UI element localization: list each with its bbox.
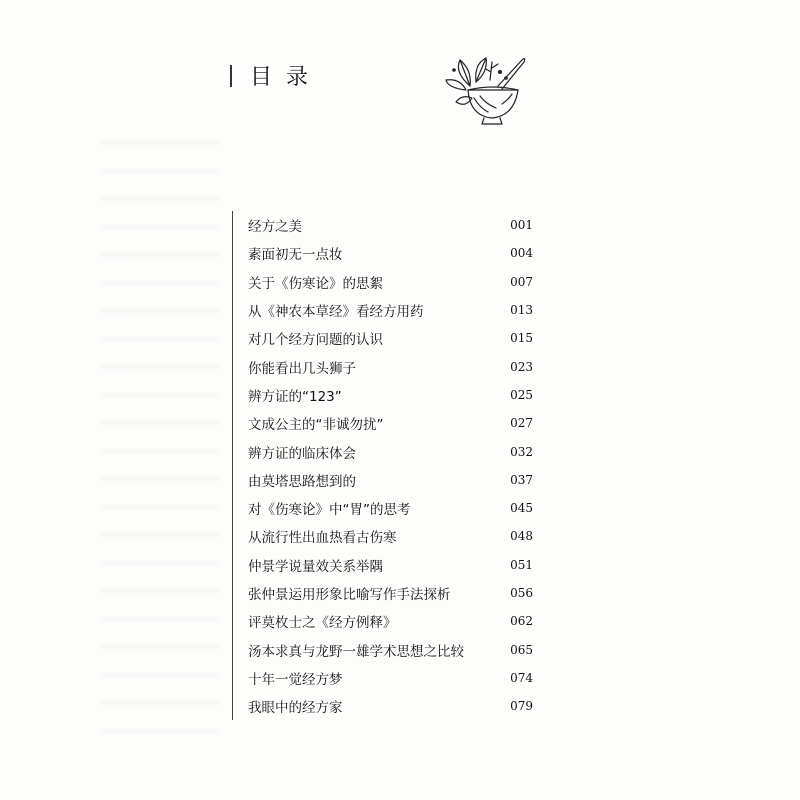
toc-entry-page-number: 027 — [510, 416, 533, 431]
page-title: 目录 — [250, 65, 323, 90]
toc-entry-title: 十年一觉经方梦 — [248, 671, 343, 688]
toc-entry[interactable] — [233, 551, 533, 579]
toc-entry-page-number: 025 — [510, 387, 533, 402]
toc-entry-title: 评莫枚士之《经方例释》 — [248, 615, 397, 632]
toc-entry-page-number: 004 — [510, 246, 533, 261]
toc-entry[interactable] — [233, 296, 533, 324]
toc-entry[interactable] — [233, 522, 533, 550]
toc-entry-page-number: 013 — [510, 303, 533, 318]
toc-entry[interactable] — [233, 635, 533, 663]
bleed-through-shading — [100, 120, 220, 740]
toc-entry-page-number: 048 — [510, 529, 533, 544]
toc-entry[interactable] — [233, 381, 533, 409]
toc-entry-title: 从流行性出血热看古伤寒 — [248, 530, 397, 547]
toc-entry-title: 张仲景运用形象比喻写作手法探析 — [248, 587, 451, 603]
toc-entry-title: 素面初无一点妆 — [248, 247, 343, 264]
toc-entry-title: 对几个经方问题的认识 — [248, 332, 383, 349]
toc-entry-page-number: 037 — [510, 472, 533, 487]
toc-entry[interactable] — [233, 692, 533, 720]
toc-entry-title: 辨方证的“123” — [248, 388, 342, 405]
toc-entry-title: 经方之美 — [248, 219, 302, 236]
title-rule — [230, 65, 232, 87]
toc-entry[interactable] — [233, 494, 533, 522]
toc-entry-page-number: 032 — [510, 444, 533, 459]
toc-entry-page-number: 056 — [510, 586, 533, 600]
toc-entry[interactable] — [233, 579, 533, 607]
toc-entry-title: 文成公主的“非诚勿扰” — [248, 417, 384, 434]
toc-entry[interactable] — [233, 437, 533, 465]
toc-entry[interactable] — [233, 409, 533, 437]
toc-entry[interactable] — [233, 607, 533, 635]
toc-entry-title: 辨方证的临床体会 — [248, 445, 356, 462]
toc-entry-page-number: 051 — [510, 557, 533, 572]
toc-entry-page-number: 079 — [510, 699, 533, 714]
toc-entry-title: 对《伤寒论》中“胃”的思考 — [248, 502, 411, 519]
mortar-and-herbs-icon — [440, 42, 530, 127]
toc-entry[interactable] — [233, 268, 533, 296]
toc-entry[interactable] — [233, 664, 533, 692]
toc-entry-title: 我眼中的经方家 — [248, 700, 343, 717]
toc-entry-page-number: 062 — [510, 614, 533, 629]
toc-entry-page-number: 074 — [510, 670, 533, 685]
toc-entry-page-number: 023 — [510, 359, 533, 374]
toc-entry-page-number: 001 — [510, 218, 533, 233]
toc-entry[interactable] — [233, 324, 533, 352]
toc-entry[interactable] — [233, 211, 533, 239]
toc-entry-page-number: 007 — [510, 274, 533, 289]
toc-entry-page-number: 065 — [510, 642, 533, 657]
toc-entry[interactable] — [233, 352, 533, 380]
toc-entry-title: 关于《伤寒论》的思絮 — [248, 275, 383, 292]
toc-entry-page-number: 015 — [510, 331, 533, 346]
toc-entry-page-number: 045 — [510, 501, 533, 516]
toc-entry-title: 仲景学说量效关系举隅 — [248, 558, 383, 575]
toc-entry[interactable] — [233, 466, 533, 494]
toc-entry-title: 你能看出几头狮子 — [248, 360, 356, 377]
toc-entry-title: 汤本求真与龙野一雄学术思想之比较 — [248, 643, 464, 660]
toc-entry-title: 由莫塔思路想到的 — [248, 473, 356, 490]
toc-entry[interactable] — [233, 239, 533, 267]
page-title-block — [230, 60, 322, 91]
toc-entry-title: 从《神农本草经》看经方用药 — [248, 304, 424, 321]
table-of-contents — [232, 211, 533, 720]
